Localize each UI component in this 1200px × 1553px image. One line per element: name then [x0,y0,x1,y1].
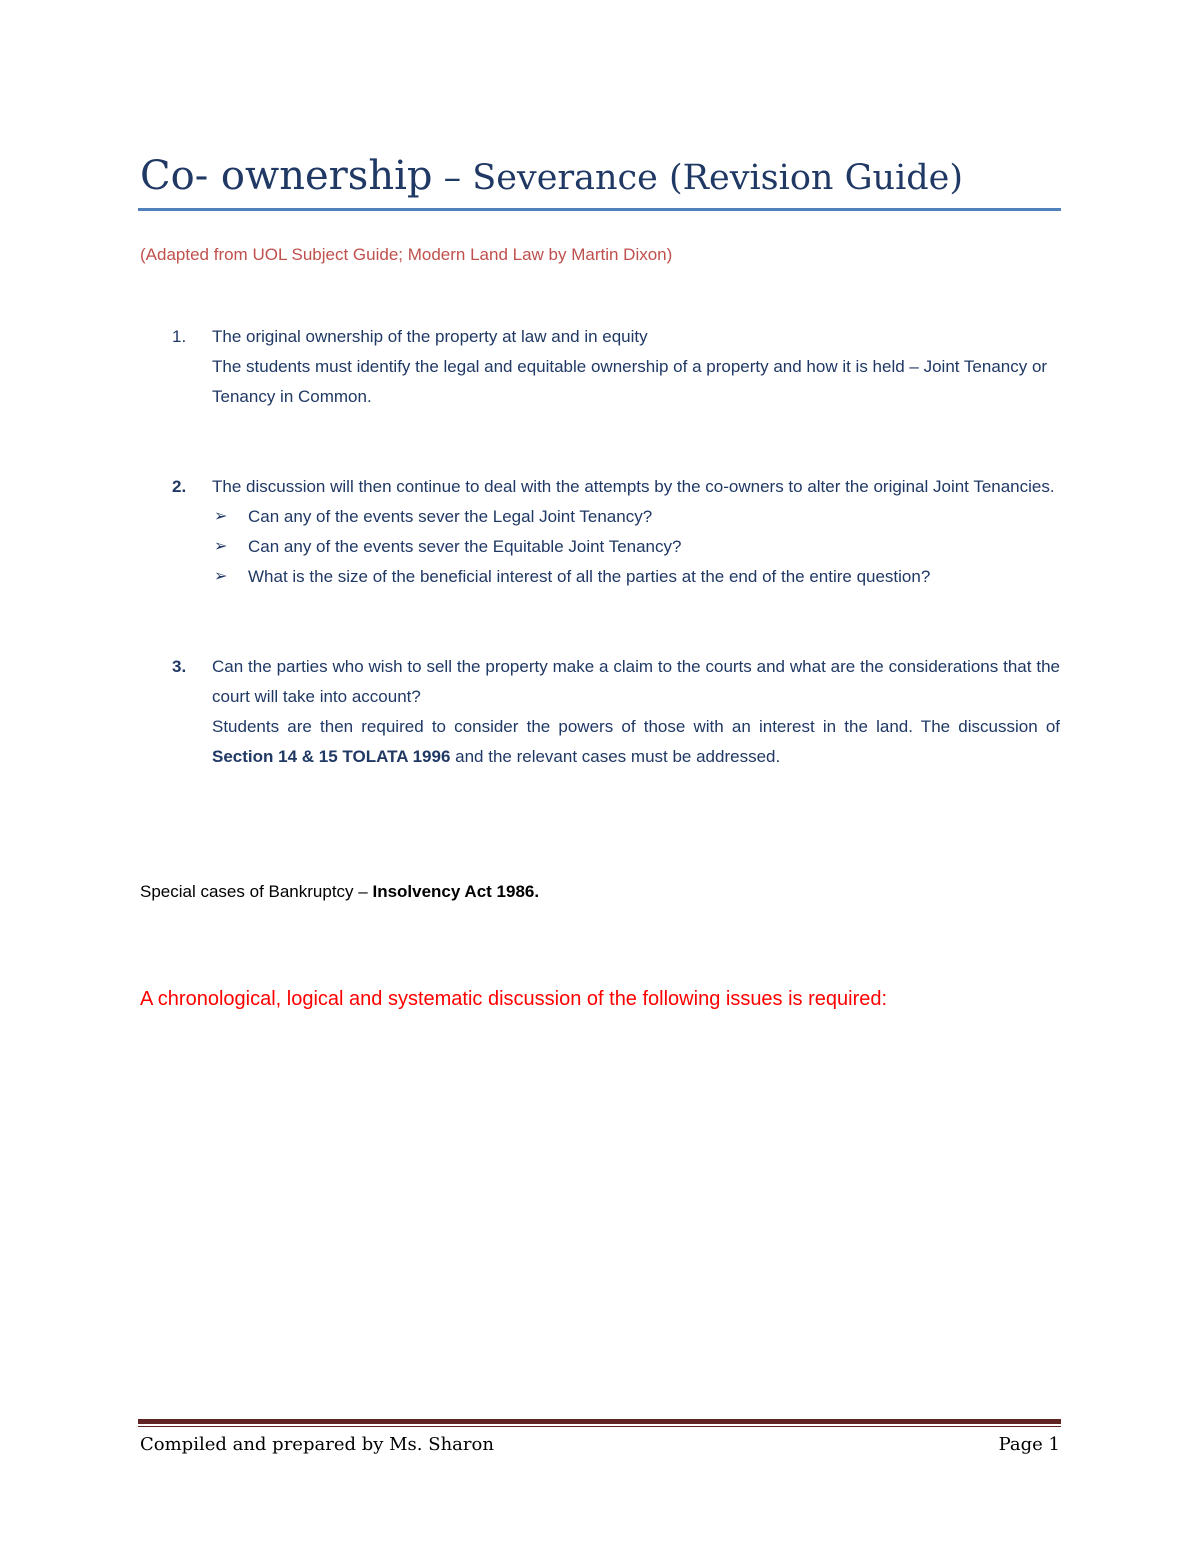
item-body: The discussion will then continue to deal with the attempts by the co-owners to alter the original Joint Tenancies. [212,477,1055,496]
arrow-bullet-icon: ➢ [214,508,228,525]
list-number: 2. [172,477,187,496]
item-body: The students must identify the legal and equitable ownership of a property and how it is held – Joint Tenancy or Tenancy in Common. [212,357,1048,406]
item-heading: Can the parties who wish to sell the property make a claim to the courts and what are the considerations that the court will take into account? [212,657,1060,706]
special-cases-note [140,877,539,907]
list-item-1 [140,322,1060,412]
footer-rule-thin [138,1426,1061,1427]
issue-list [140,322,1060,772]
list-number: 1. [172,327,187,346]
required-discussion-heading: A chronological, logical and systematic discussion of the following issues is required: [140,988,888,1010]
footer-author: Compiled and prepared by Ms. Sharon [140,1434,494,1455]
arrow-bullet-icon: ➢ [214,568,228,585]
bullet-text: What is the size of the beneficial interest of all the parties at the end of the entire question? [248,567,931,586]
statute-reference: Section 14 & 15 TOLATA 1996 [212,747,451,766]
title-underline [138,208,1061,211]
list-item-3 [140,652,1060,772]
body-text: Students are then required to consider the powers of those with an interest in the land. The discussion of [212,717,1060,736]
list-item-2 [140,472,1060,592]
list-number: 3. [172,657,187,676]
bullet-item [212,562,1060,592]
statute-reference: Insolvency Act 1986. [372,882,540,901]
item-heading: The original ownership of the property at law and in equity [212,327,648,346]
item-body [212,712,1060,772]
title-sub: – Severance (Revision Guide) [432,158,964,198]
arrow-bullet-icon: ➢ [214,538,228,555]
page-title [140,148,1062,206]
bullet-text: Can any of the events sever the Equitable Joint Tenancy? [248,537,682,556]
bullet-list [212,502,1060,592]
special-text: Special cases of Bankruptcy – [140,882,373,901]
footer-rule [138,1419,1061,1424]
page-number: Page 1 [998,1434,1060,1455]
source-note: (Adapted from UOL Subject Guide; Modern Land Law by Martin Dixon) [140,245,673,264]
body-text: and the relevant cases must be addressed. [450,747,781,766]
bullet-item [212,502,1060,532]
bullet-item [212,532,1060,562]
title-main: Co- ownership [140,153,433,199]
bullet-text: Can any of the events sever the Legal Joint Tenancy? [248,507,653,526]
